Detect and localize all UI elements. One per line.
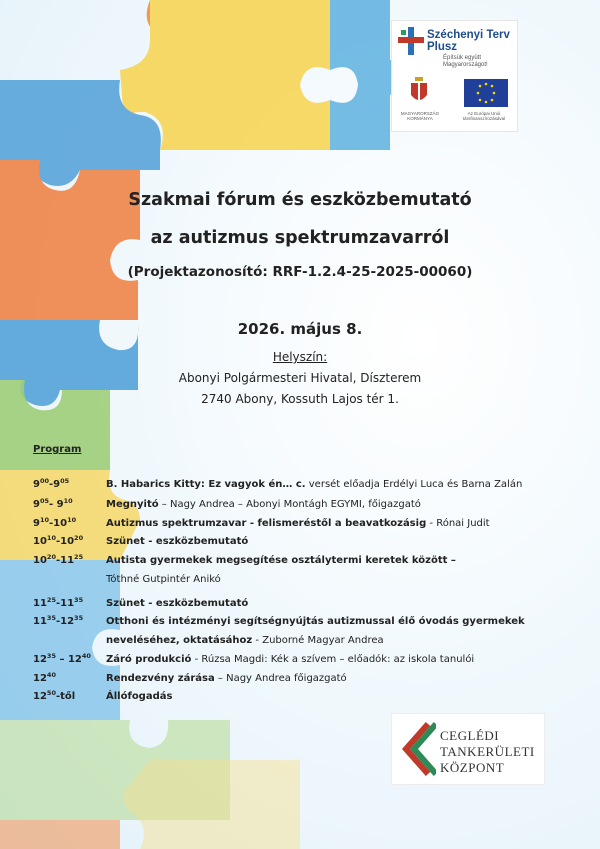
program-time: $9^{00}-9^{05}$ — [33, 477, 70, 490]
program-description: Autista gyermekek megsegítése osztálytermi keretek között – — [106, 555, 456, 566]
hungary-government-label: MAGYARORSZÁG KORMÁNYA — [400, 111, 440, 121]
program-description: Állófogadás — [106, 691, 173, 702]
szechenyi-terv-logo — [391, 20, 518, 132]
program-description: Otthoni és intézményi segítségnyújtás autizmussal élő óvodás gyermekek — [106, 616, 525, 627]
organizer-line2: TANKERÜLETI — [440, 744, 535, 759]
program-description: Rendezvény zárása – Nagy Andrea főigazgató — [106, 673, 347, 684]
program-heading: Program — [33, 444, 82, 455]
program-description: Szünet - eszközbemutató — [106, 598, 249, 609]
organizer-line1: CEGLÉDI — [440, 728, 500, 743]
program-description: Szünet - eszközbemutató — [106, 536, 249, 547]
organizer-line3: KÖZPONT — [440, 760, 505, 775]
program-time: $11^{35}-12^{35}$ — [33, 614, 84, 627]
program-time: $11^{25}-11^{35}$ — [33, 596, 84, 609]
venue-line1: Abonyi Polgármesteri Hivatal, Díszterem — [178, 371, 422, 385]
puzzle-piece-yellow-bottom — [124, 760, 300, 849]
program-time: $10^{20}-11^{25}$ — [33, 553, 84, 566]
program-description: B. Habarics Kitty: Ez vagyok én… c. versét előadja Erdélyi Luca és Barna Zalán — [106, 479, 523, 490]
program-description: Megnyitó – Nagy Andrea – Abonyi Montágh EGYMI, főigazgató — [106, 499, 421, 510]
eu-flag-icon — [464, 79, 508, 107]
sponsor-tagline: Építsük együtt Magyarországot! — [443, 55, 488, 68]
cegledi-tankeruleti-logo-icon — [398, 722, 436, 776]
program-description: Záró produkció - Rúzsa Magdi: Kék a szívem – előadók: az iskola tanulói — [106, 654, 475, 665]
program-time: $12^{50}$-től — [33, 689, 76, 702]
event-date: 2026. május 8. — [237, 320, 363, 338]
program-description: Tóthné Gutpintér Anikó — [106, 574, 221, 585]
event-title-line2: az autizmus spektrumzavarról — [150, 228, 450, 248]
program-time: $12^{35} - 12^{40}$ — [33, 652, 91, 665]
szechenyi-logo-icon — [398, 27, 424, 55]
program-time: $10^{10}-10^{20}$ — [33, 534, 84, 547]
sponsor-name: Széchenyi Terv Plusz — [427, 29, 510, 53]
program-description: neveléséhez, oktatásához - Zuborné Magyar Andrea — [106, 635, 384, 646]
program-description: Autizmus spektrumzavar - felismeréstől a beavatkozásig - Rónai Judit — [106, 518, 490, 529]
program-time: $9^{10}-10^{10}$ — [33, 516, 77, 529]
venue-line2: 2740 Abony, Kossuth Lajos tér 1. — [201, 392, 399, 406]
project-id: (Projektazonosító: RRF-1.2.4-25-2025-00060) — [127, 264, 473, 280]
eu-cofinance-label: Az Európai Unió társfinanszírozásával — [462, 111, 506, 121]
event-title-line1: Szakmai fórum és eszközbemutató — [128, 190, 472, 210]
venue-label: Helyszín: — [272, 350, 328, 364]
program-time: $12^{40}$ — [33, 671, 56, 684]
program-time: $9^{05}-$ $9^{10}$ — [33, 497, 73, 510]
hungary-coat-of-arms-icon — [410, 77, 428, 105]
organizer-logo — [391, 713, 545, 785]
puzzle-piece-orange-bottom — [0, 820, 120, 849]
